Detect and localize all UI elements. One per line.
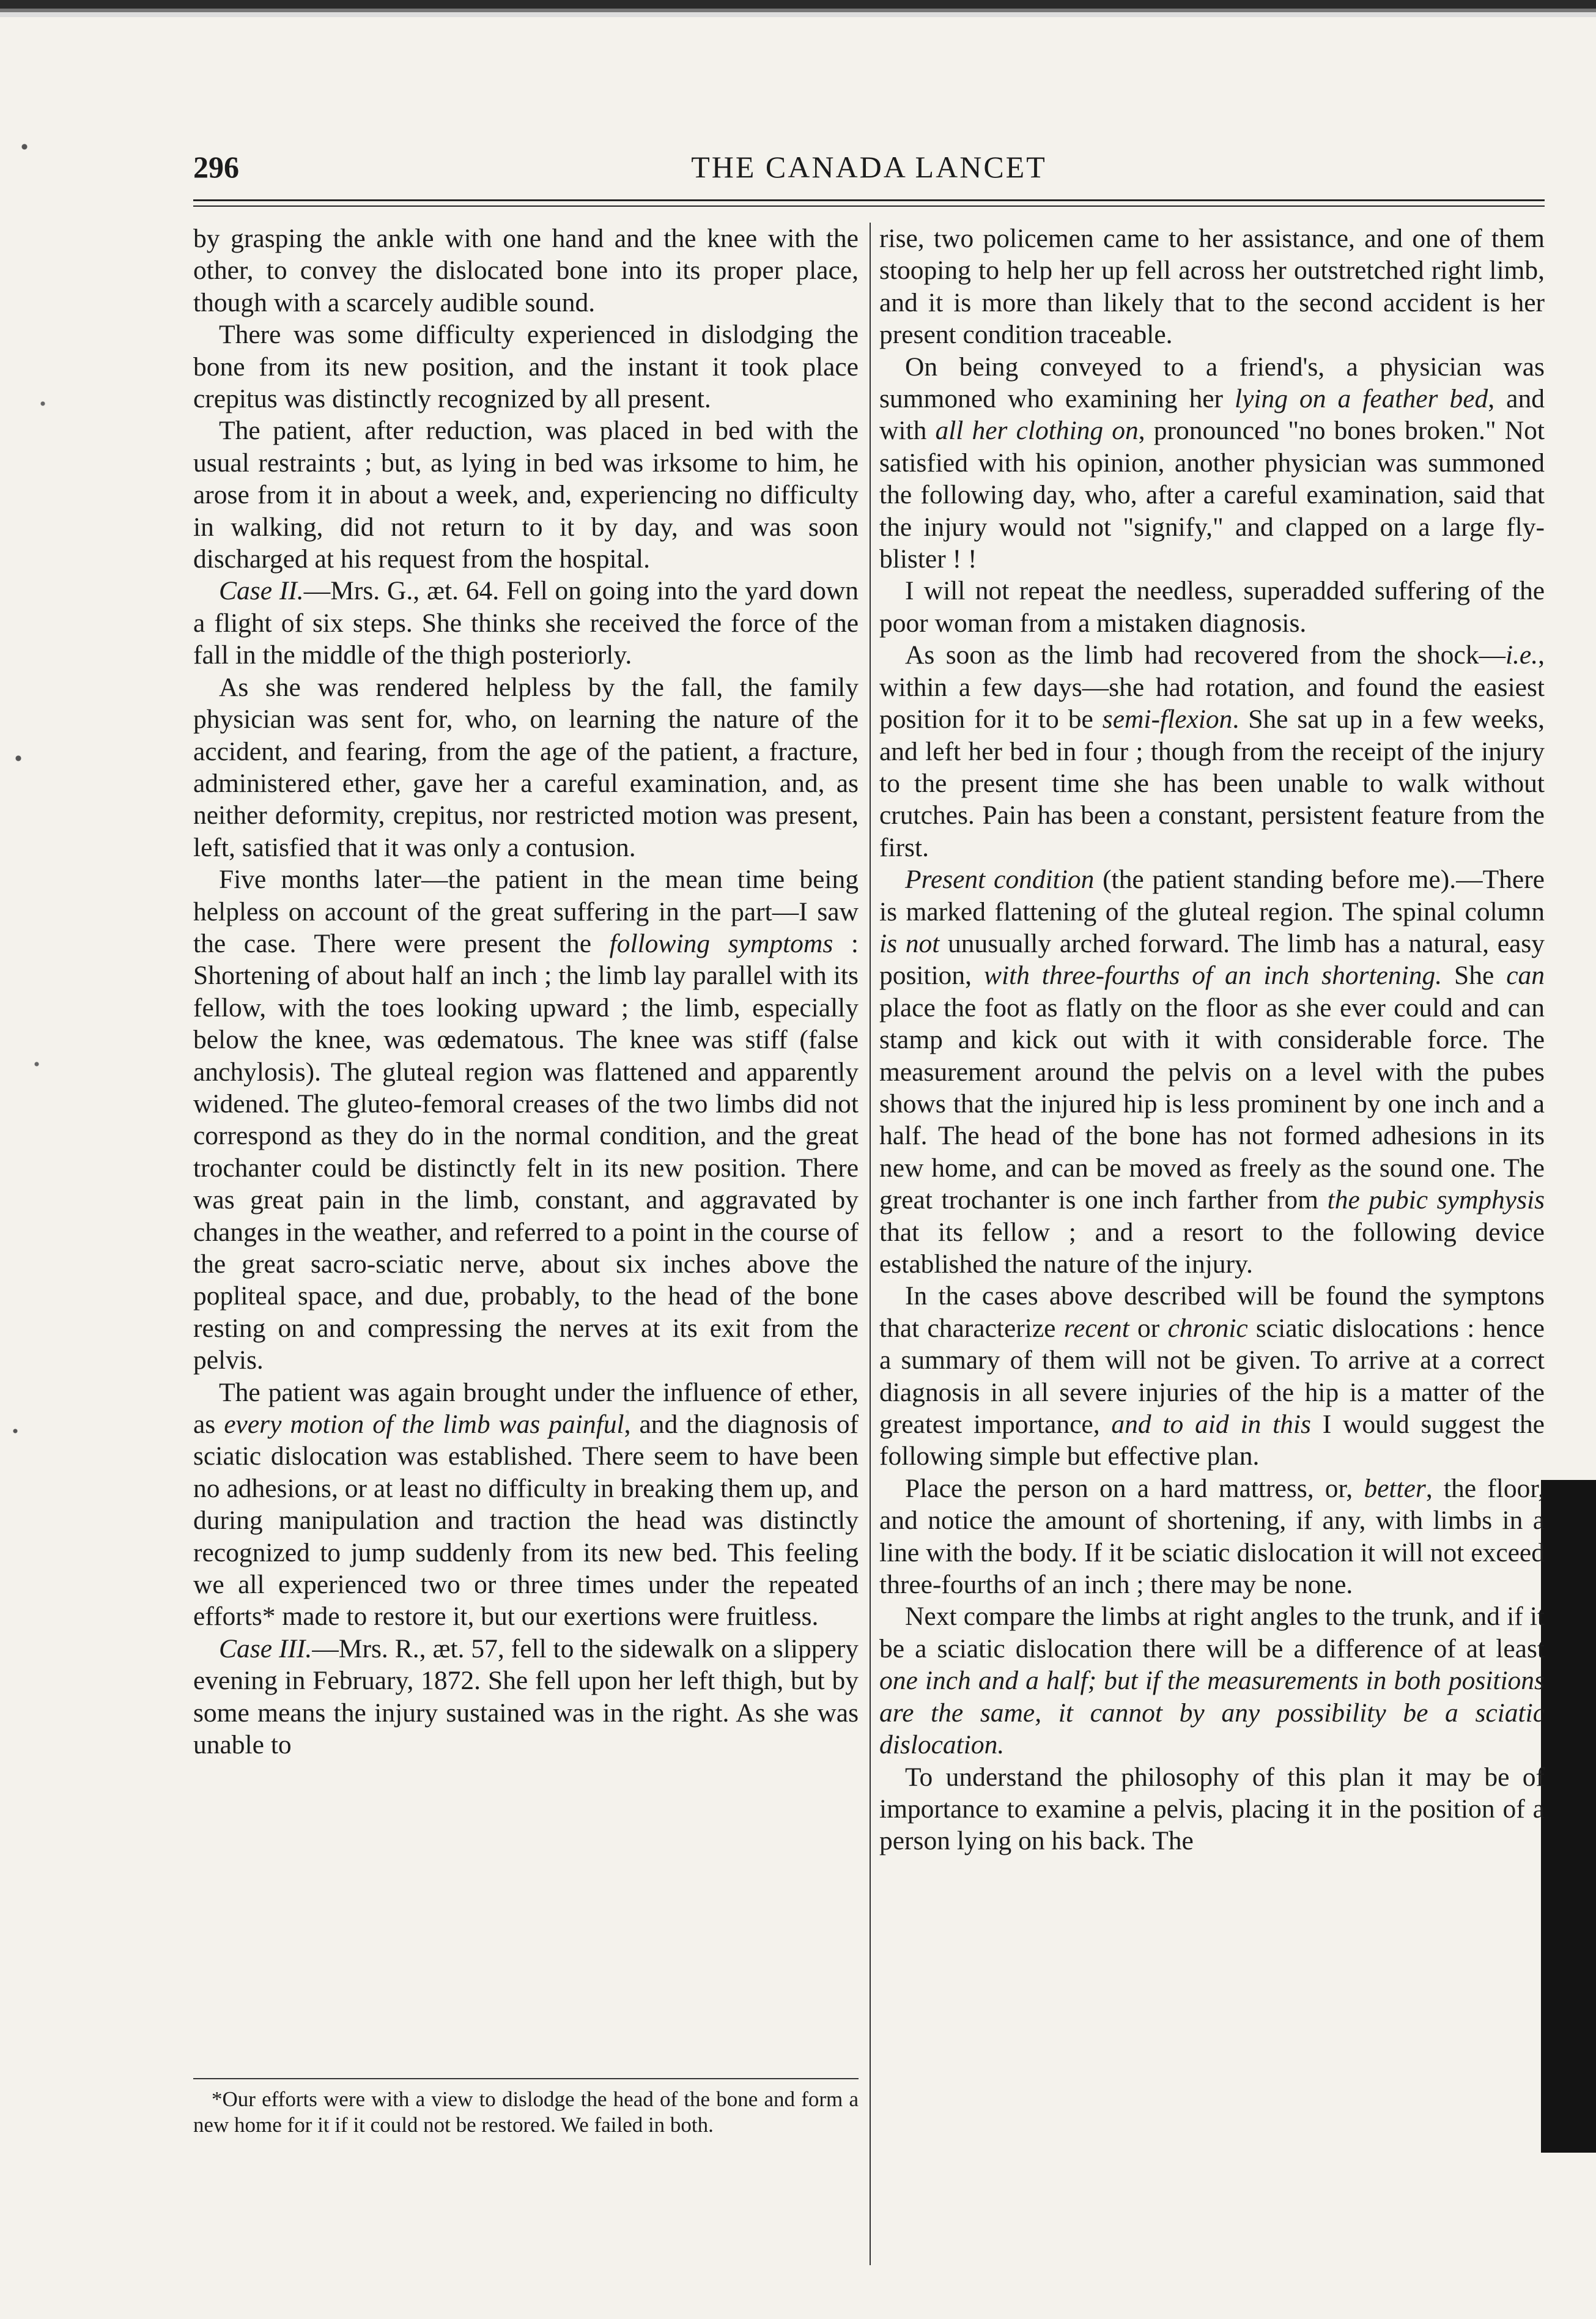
italic-run: i.e. [1505, 640, 1539, 670]
text-run: sciatic dislocations : hence a summary of them will not be given. To arrive at a correct diagnosis in all severe injuries of the hip is a matter of the greatest importance, [879, 1313, 1545, 1440]
italic-run: better [1364, 1473, 1426, 1503]
running-title: THE CANADA LANCET [691, 150, 1047, 184]
left-paragraph-case-2 [193, 575, 859, 671]
case-3-heading: Case III. [219, 1633, 312, 1663]
left-paragraph-5: As she was rendered helpless by the fall, the family physician was sent for, who, on learning the nature of the accident, and fearing, from the age of the patient, a fracture, administered ether, gave her a careful examination, and, as neither deformity, crepitus, nor restricted motion was present, left, satisfied that it was only a contusion. [193, 672, 859, 862]
right-paragraph-7 [879, 1473, 1545, 1601]
italic-run: can [1506, 961, 1545, 991]
case-2-text: —Mrs. G., æt. 64. Fell on going into the yard down a flight of six steps. She thinks she received the force of the fall in the middle of the thigh posteriorly. [193, 576, 859, 670]
text-run: , pronounced "no bones broken." Not satisfied with his opinion, another physician was summoned the following day, who, after a careful examination, said that the injury would not "signify," and clapped on a large fly-blister ! ! [879, 416, 1545, 574]
column-divider [870, 223, 871, 2265]
right-paragraph-5 [879, 864, 1545, 1280]
right-paragraph-2 [879, 351, 1545, 575]
text-run: , and with [879, 384, 1545, 446]
right-paragraph-3: I will not repeat the needless, superadded suffering of the poor woman from a mistaken diagnosis. [879, 576, 1545, 638]
right-paragraph-1: rise, two policemen came to her assistance, and one of them stooping to help her up fell across her outstretched right limb, and it is more than likely that to the second accident is her present condition traceable. [879, 224, 1545, 350]
text-run: As soon as the limb had recovered from the shock— [905, 640, 1505, 670]
text-run: Next compare the limbs at right angles to the trunk, and if it be a sciatic dislocation there will be a difference of at least [879, 1602, 1545, 1663]
italic-run: semi-flexion [1102, 705, 1233, 734]
text-run: In the cases above described will be found the symptons that characterize [879, 1281, 1545, 1343]
left-paragraph-case-3 [193, 1633, 859, 1761]
text-run: Five months later—the patient in the mean time being helpless on account of the great suffering in the part—I saw the case. There were present the [193, 865, 859, 958]
italic-run: the pubic symphysis [1327, 1185, 1545, 1215]
footnote-text: *Our efforts were with a view to dislodge the head of the bone and form a new home for it if it could not be restored. We failed in both. [193, 2087, 859, 2137]
case-2-heading: Case II. [219, 576, 304, 606]
left-paragraph-1: by grasping the ankle with one hand and the knee with the other, to convey the dislocated bone into its proper place, though with a scarcely audible sound. [193, 224, 859, 317]
italic-run: following symptoms [609, 928, 833, 958]
text-run: , within a few days—she had rotation, and found the easiest position for it to be [879, 640, 1545, 734]
text-run: unusually arched forward. The limb has a natural, easy position, [879, 928, 1545, 991]
text-run: , the floor, and notice the amount of shortening, if any, with limbs in a line with the body. If it be sciatic dislocation it will not exceed three-fourths of an inch ; there may be none. [879, 1473, 1545, 1600]
header-rule-bottom [193, 205, 1545, 207]
page-header [193, 149, 1545, 192]
left-paragraph-3: The patient, after reduction, was placed in bed with the usual restraints ; but, as lying in bed was irksome to him, he arose from it in about a week, and, experiencing no difficulty in walking, did not return to it by day, and was soon discharged at his request from the hospital. [193, 416, 859, 574]
case-3-text: —Mrs. R., æt. 57, fell to the sidewalk on a slippery evening in February, 1872. She fell upon her left thigh, but by some means the injury sustained was in the right. As she was unable to [193, 1633, 859, 1760]
header-rule-top [193, 199, 1545, 201]
footnote [193, 2087, 859, 2138]
left-paragraph-6 [193, 864, 859, 1377]
text-run: (the patient standing before me).—There is marked flattening of the gluteal region. The spinal column [879, 865, 1545, 926]
text-run: . She sat up in a few weeks, and left her bed in four ; though from the receipt of the injury to the present time she has been unable to walk without crutches. Pain has been a constant, persistent feature from the first. [879, 705, 1545, 862]
text-run: place the foot as flatly on the floor as she ever could and can stamp and kick out with it with considerable force. The measurement around the pelvis on a level with the pubes shows that the injured hip is less prominent by one inch and a half. The head of the bone has not formed adhesions in its new home, and can be moved as freely as the sound one. The great trochanter is one inch farther from [879, 993, 1545, 1215]
scan-left-margin-marks [0, 24, 98, 2287]
italic-run: lying on a feather bed [1235, 384, 1488, 414]
left-paragraph-2: There was some difficulty experienced in dislodging the bone from its new position, and the instant it took place crepitus was distinctly recognized by all present. [193, 320, 859, 414]
footnote-rule [193, 2078, 859, 2079]
scan-right-edge-shadow [1541, 1480, 1596, 2153]
italic-run: with three-fourths of an inch shortening. [983, 961, 1443, 991]
right-paragraph-9: To understand the philosophy of this plan it may be of importance to examine a pelvis, placing it in the position of a person lying on his back. The [879, 1762, 1545, 1856]
right-paragraph-4 [879, 639, 1545, 864]
left-paragraph-7 [193, 1377, 859, 1633]
italic-run: chronic [1167, 1313, 1248, 1343]
italic-run: is not [879, 928, 940, 958]
text-run: or [1129, 1313, 1168, 1343]
right-paragraph-6 [879, 1280, 1545, 1472]
text-run: Place the person on a hard mattress, or, [905, 1473, 1364, 1503]
right-paragraph-8 [879, 1600, 1545, 1761]
italic-run: all her clothing on [935, 416, 1139, 446]
left-column [193, 223, 859, 1761]
italic-run: recent [1063, 1313, 1129, 1343]
italic-run: Present condition [905, 865, 1095, 895]
text-run: , and the diagnosis of sciatic dislocation was established. There seem to have been no adhesions, or at least no difficulty in breaking them up, and during manipulation and traction the head was distinctly recognized to jump suddenly from its new bed. This feeling we all experienced two or three times under the repeated efforts* made to restore it, but our exertions were fruitless. [193, 1410, 859, 1632]
italic-run: every motion of the limb was painful [224, 1410, 624, 1440]
text-run: that its fellow ; and a resort to the following device established the nature of the injury. [879, 1217, 1545, 1279]
text-run: On being conveyed to a friend's, a physician was summoned who examining her [879, 352, 1545, 414]
right-column [879, 223, 1545, 1857]
text-run: She [1442, 961, 1507, 991]
text-run: : Shortening of about half an inch ; the limb lay parallel with its fellow, with the toes looking upward ; the limb, especially below the knee, was œdematous. The knee was stiff (false anchylosis). The gluteal region was flattened and apparently widened. The gluteo-femoral creases of the two limbs did not correspond as they do in the normal condition, and the great trochanter could be distinctly felt in its new position. There was great pain in the limb, constant, and aggravated by changes in the weather, and referred to a point in the course of the great sacro-sciatic nerve, about six inches above the popliteal space, and due, probably, to the head of the bone resting on and compressing the nerves at its exit from the pelvis. [193, 928, 859, 1375]
page-number: 296 [193, 150, 239, 184]
italic-run: one inch and a half; but if the measurements in both positions are the same, it cannot by any possibility be a sciatic dislocation. [879, 1666, 1545, 1760]
italic-run: and to aid in this [1111, 1410, 1311, 1440]
scan-top-edge [0, 0, 1596, 24]
text-run: I would suggest the following simple but effective plan. [879, 1410, 1545, 1471]
text-run: The patient was again brought under the influence of ether, as [193, 1377, 859, 1440]
